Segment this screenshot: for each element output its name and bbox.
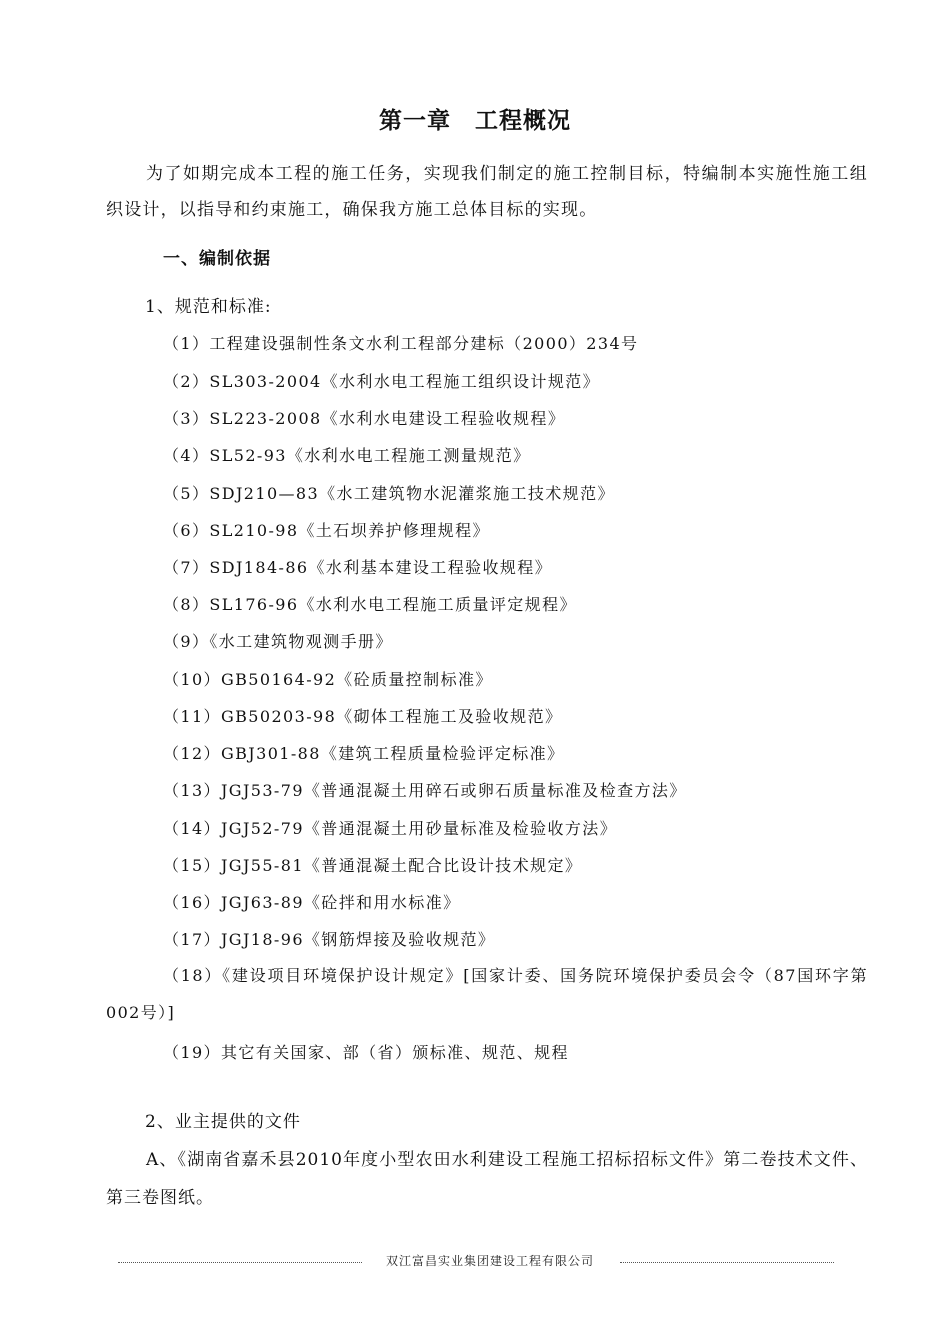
standard-item: （4）SL52-93《水利水电工程施工测量规范》 <box>163 446 531 465</box>
subheading-standards: 1、规范和标准: <box>145 297 272 317</box>
standard-item: （7）SDJ184-86《水利基本建设工程验收规程》 <box>163 558 553 577</box>
owner-document-a: A、《湖南省嘉禾县2010年度小型农田水利建设工程施工招标招标文件》第二卷技术文件、第三卷图纸。 <box>106 1150 868 1208</box>
footer-divider-left <box>118 1262 362 1263</box>
standard-item: （6）SL210-98《土石坝养护修理规程》 <box>163 521 490 540</box>
standard-item: （13）JGJ53-79《普通混凝土用碎石或卵石质量标准及检查方法》 <box>163 781 687 800</box>
standard-item: （17）JGJ18-96《钢筋焊接及验收规范》 <box>163 930 496 949</box>
standard-item: （3）SL223-2008《水利水电建设工程验收规程》 <box>163 409 566 428</box>
intro-paragraph: 为了如期完成本工程的施工任务，实现我们制定的施工控制目标，特编制本实施性施工组织设计，以指导和约束施工，确保我方施工总体目标的实现。 <box>106 164 868 220</box>
chapter-title: 第一章 工程概况 <box>379 108 571 134</box>
footer-divider-right <box>620 1262 834 1263</box>
standard-item: （16）JGJ63-89《砼拌和用水标准》 <box>163 893 461 912</box>
standard-item: （14）JGJ52-79《普通混凝土用砂量标准及检验收方法》 <box>163 819 618 838</box>
standard-item: （8）SL176-96《水利水电工程施工质量评定规程》 <box>163 595 577 614</box>
standard-item: （15）JGJ55-81《普通混凝土配合比设计技术规定》 <box>163 856 583 875</box>
standard-item: （5）SDJ210—83《水工建筑物水泥灌浆施工技术规范》 <box>163 484 615 503</box>
standard-item: （1）工程建设强制性条文水利工程部分建标（2000）234号 <box>163 334 639 353</box>
standard-item: （11）GB50203-98《砌体工程施工及验收规范》 <box>163 707 563 726</box>
footer-company: 双江富昌实业集团建设工程有限公司 <box>385 1254 594 1268</box>
section-heading: 一、编制依据 <box>163 249 271 269</box>
standard-item: （10）GB50164-92《砼质量控制标准》 <box>163 670 493 689</box>
standard-item: （9）《水工建筑物观测手册》 <box>163 632 393 651</box>
standard-item: （18）《建设项目环境保护设计规定》[国家计委、国务院环境保护委员会令（87国环字第002号）] <box>106 966 868 1022</box>
subheading-owner-documents: 2、业主提供的文件 <box>145 1112 301 1132</box>
standard-item: （2）SL303-2004《水利水电工程施工组织设计规范》 <box>163 372 601 391</box>
standard-item: （19）其它有关国家、部（省）颁标准、规范、规程 <box>163 1043 569 1062</box>
standard-item: （12）GBJ301-88《建筑工程质量检验评定标准》 <box>163 744 565 763</box>
